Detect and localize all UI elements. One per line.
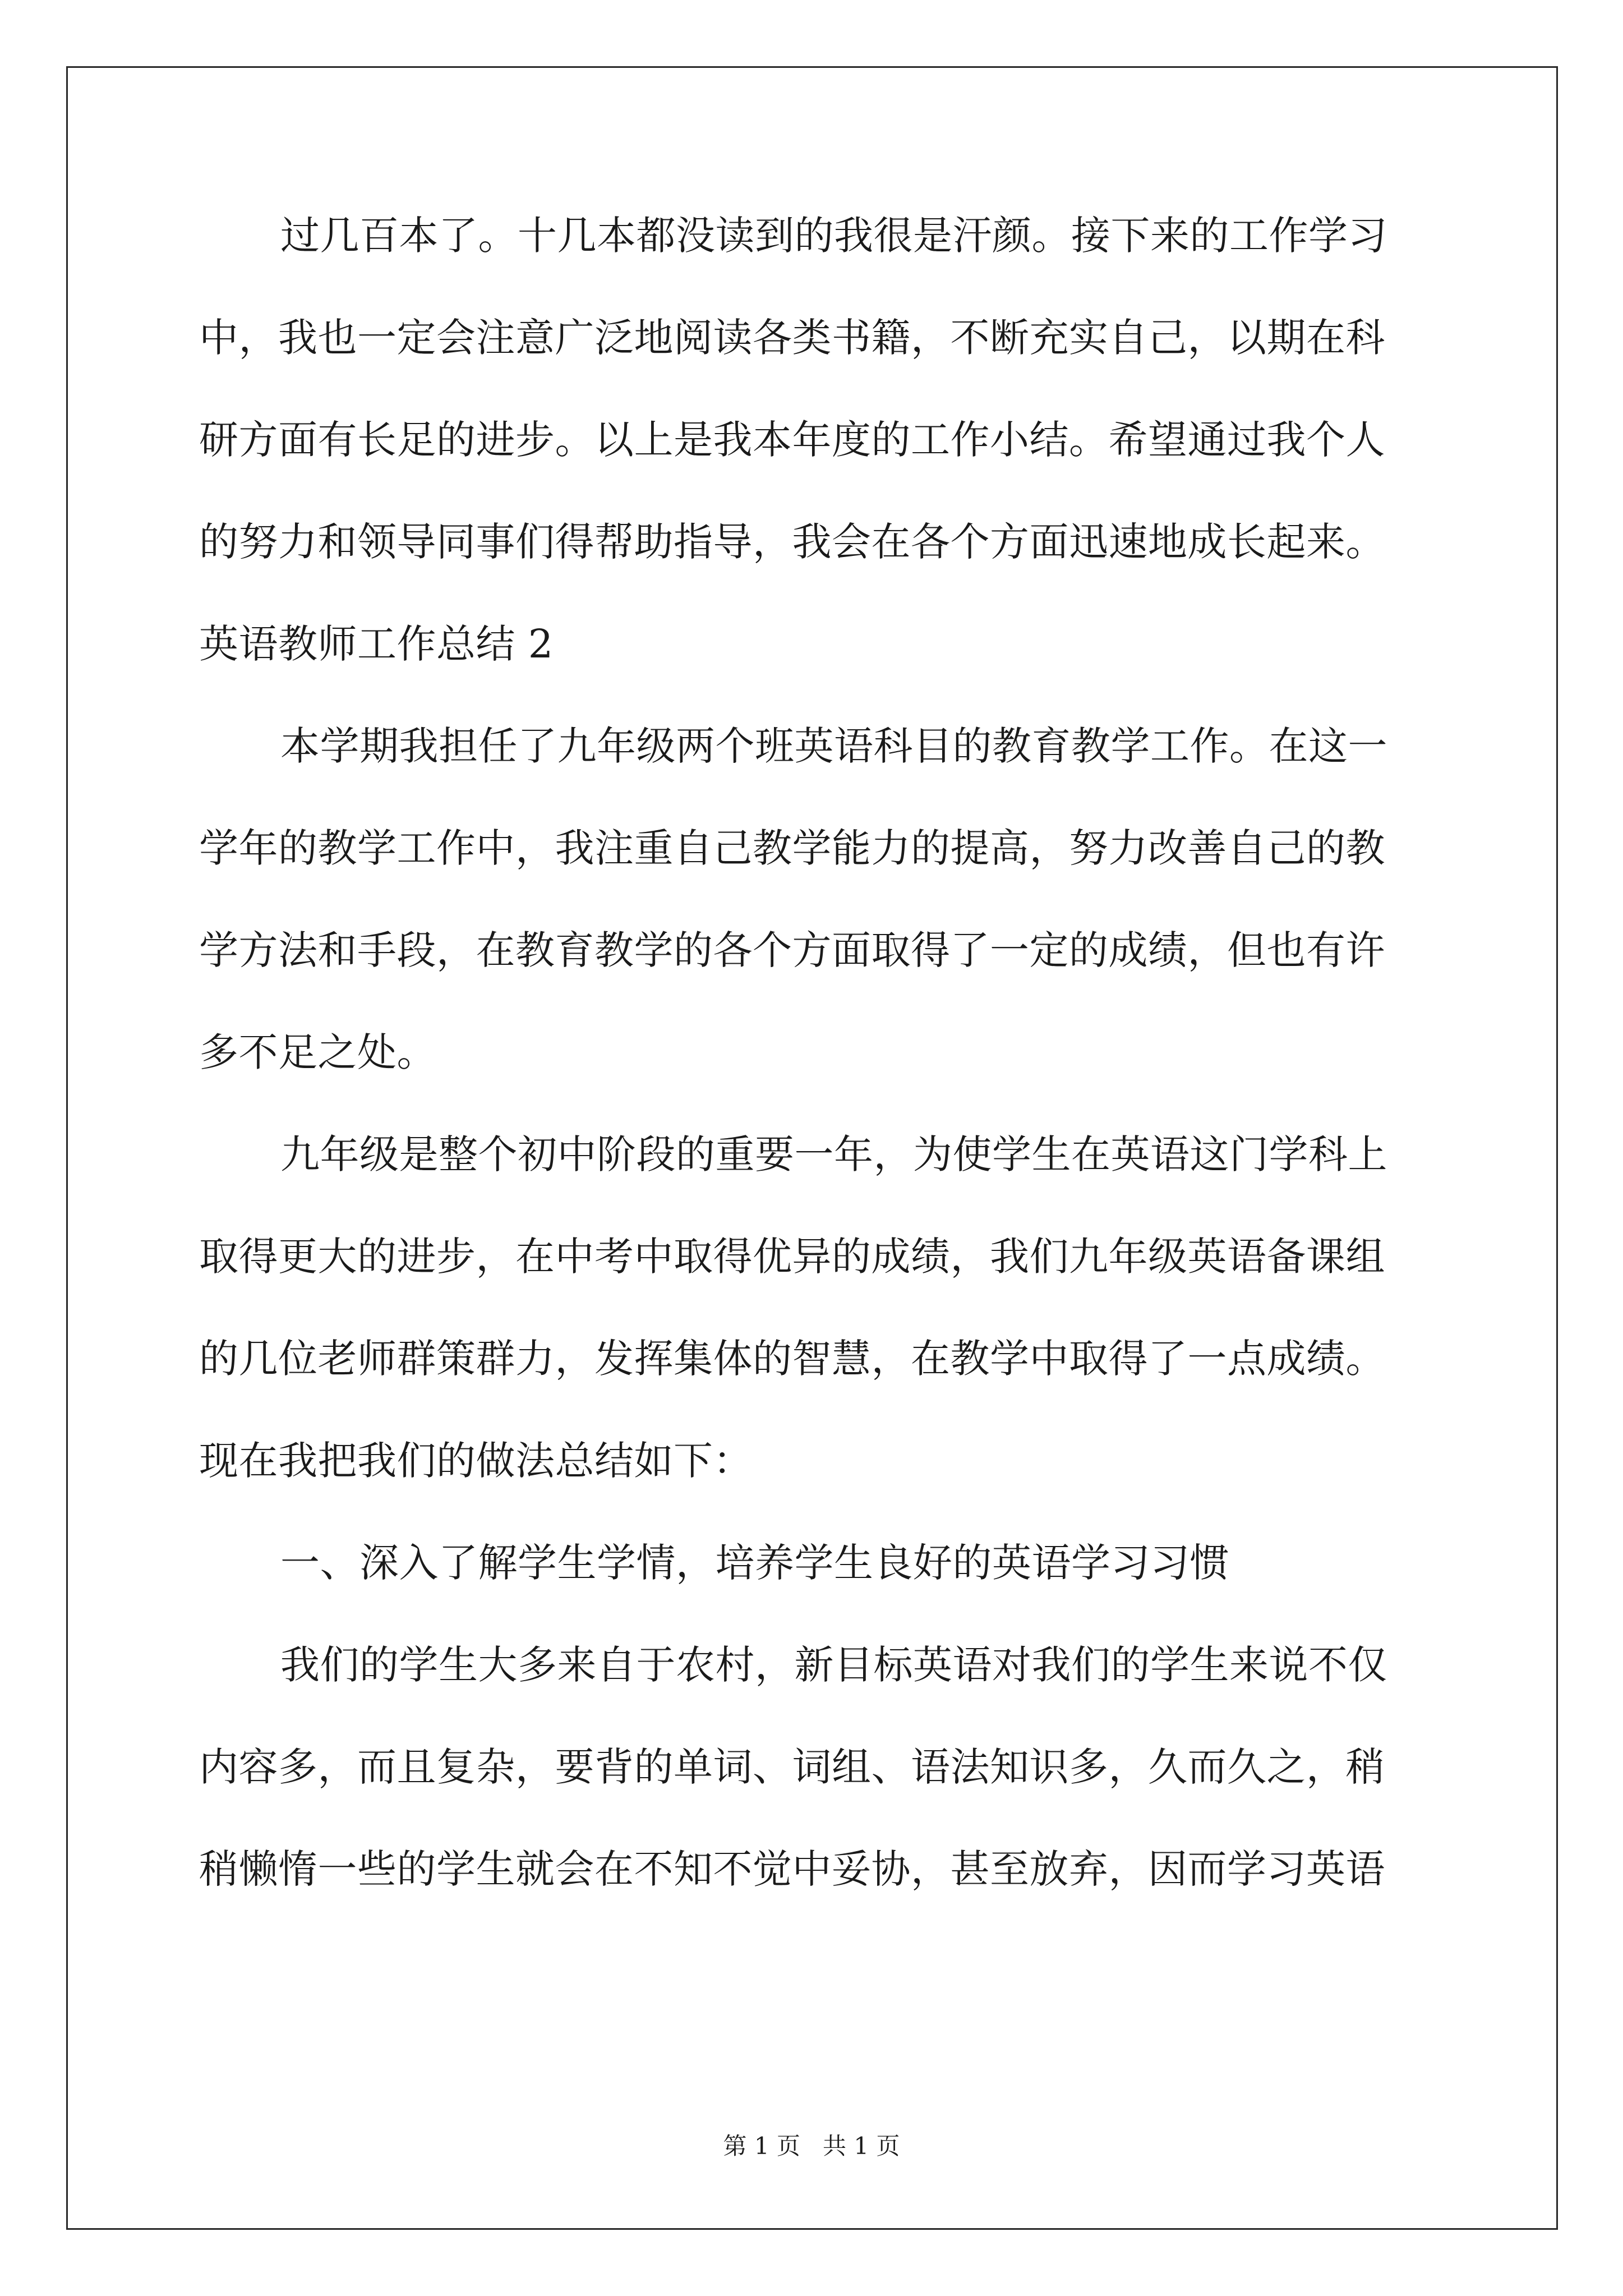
text-line: 取得更大的进步，在中考中取得优异的成绩，我们九年级英语备课组 (199, 1234, 1385, 1280)
text-line: 九年级是整个初中阶段的重要一年，为使学生在英语这门学科上 (280, 1131, 1387, 1177)
text-line: 学方法和手段，在教育教学的各个方面取得了一定的成绩，但也有许 (199, 927, 1385, 973)
page-footer: 第 1 页 共 1 页 (723, 2132, 900, 2160)
text-line: 的努力和领导同事们得帮助指导，我会在各个方面迅速地成长起来。 (199, 519, 1385, 565)
subheading: 一、深入了解学生学情，培养学生良好的英语学习习惯 (280, 1540, 1229, 1586)
text-line: 多不足之处。 (199, 1029, 436, 1075)
text-line: 现在我把我们的做法总结如下： (199, 1438, 753, 1484)
section-heading: 英语教师工作总结 2 (199, 621, 554, 667)
text-line: 过几百本了。十几本都没读到的我很是汗颜。接下来的工作学习 (280, 213, 1387, 259)
text-line: 我们的学生大多来自于农村，新目标英语对我们的学生来说不仅 (280, 1642, 1387, 1688)
document-body (199, 213, 1422, 1952)
text-line: 学年的教学工作中，我注重自己教学能力的提高，努力改善自己的教 (199, 825, 1385, 871)
text-line: 稍懒惰一些的学生就会在不知不觉中妥协，甚至放弃，因而学习英语 (199, 1846, 1385, 1892)
text-line: 内容多，而且复杂，要背的单词、词组、语法知识多，久而久之，稍 (199, 1744, 1385, 1790)
text-line: 研方面有长足的进步。以上是我本年度的工作小结。希望通过我个人 (199, 417, 1385, 463)
text-line: 中，我也一定会注意广泛地阅读各类书籍，不断充实自己，以期在科 (199, 315, 1385, 361)
text-line: 本学期我担任了九年级两个班英语科目的教育教学工作。在这一 (280, 723, 1387, 769)
text-line: 的几位老师群策群力，发挥集体的智慧，在教学中取得了一点成绩。 (199, 1336, 1385, 1382)
